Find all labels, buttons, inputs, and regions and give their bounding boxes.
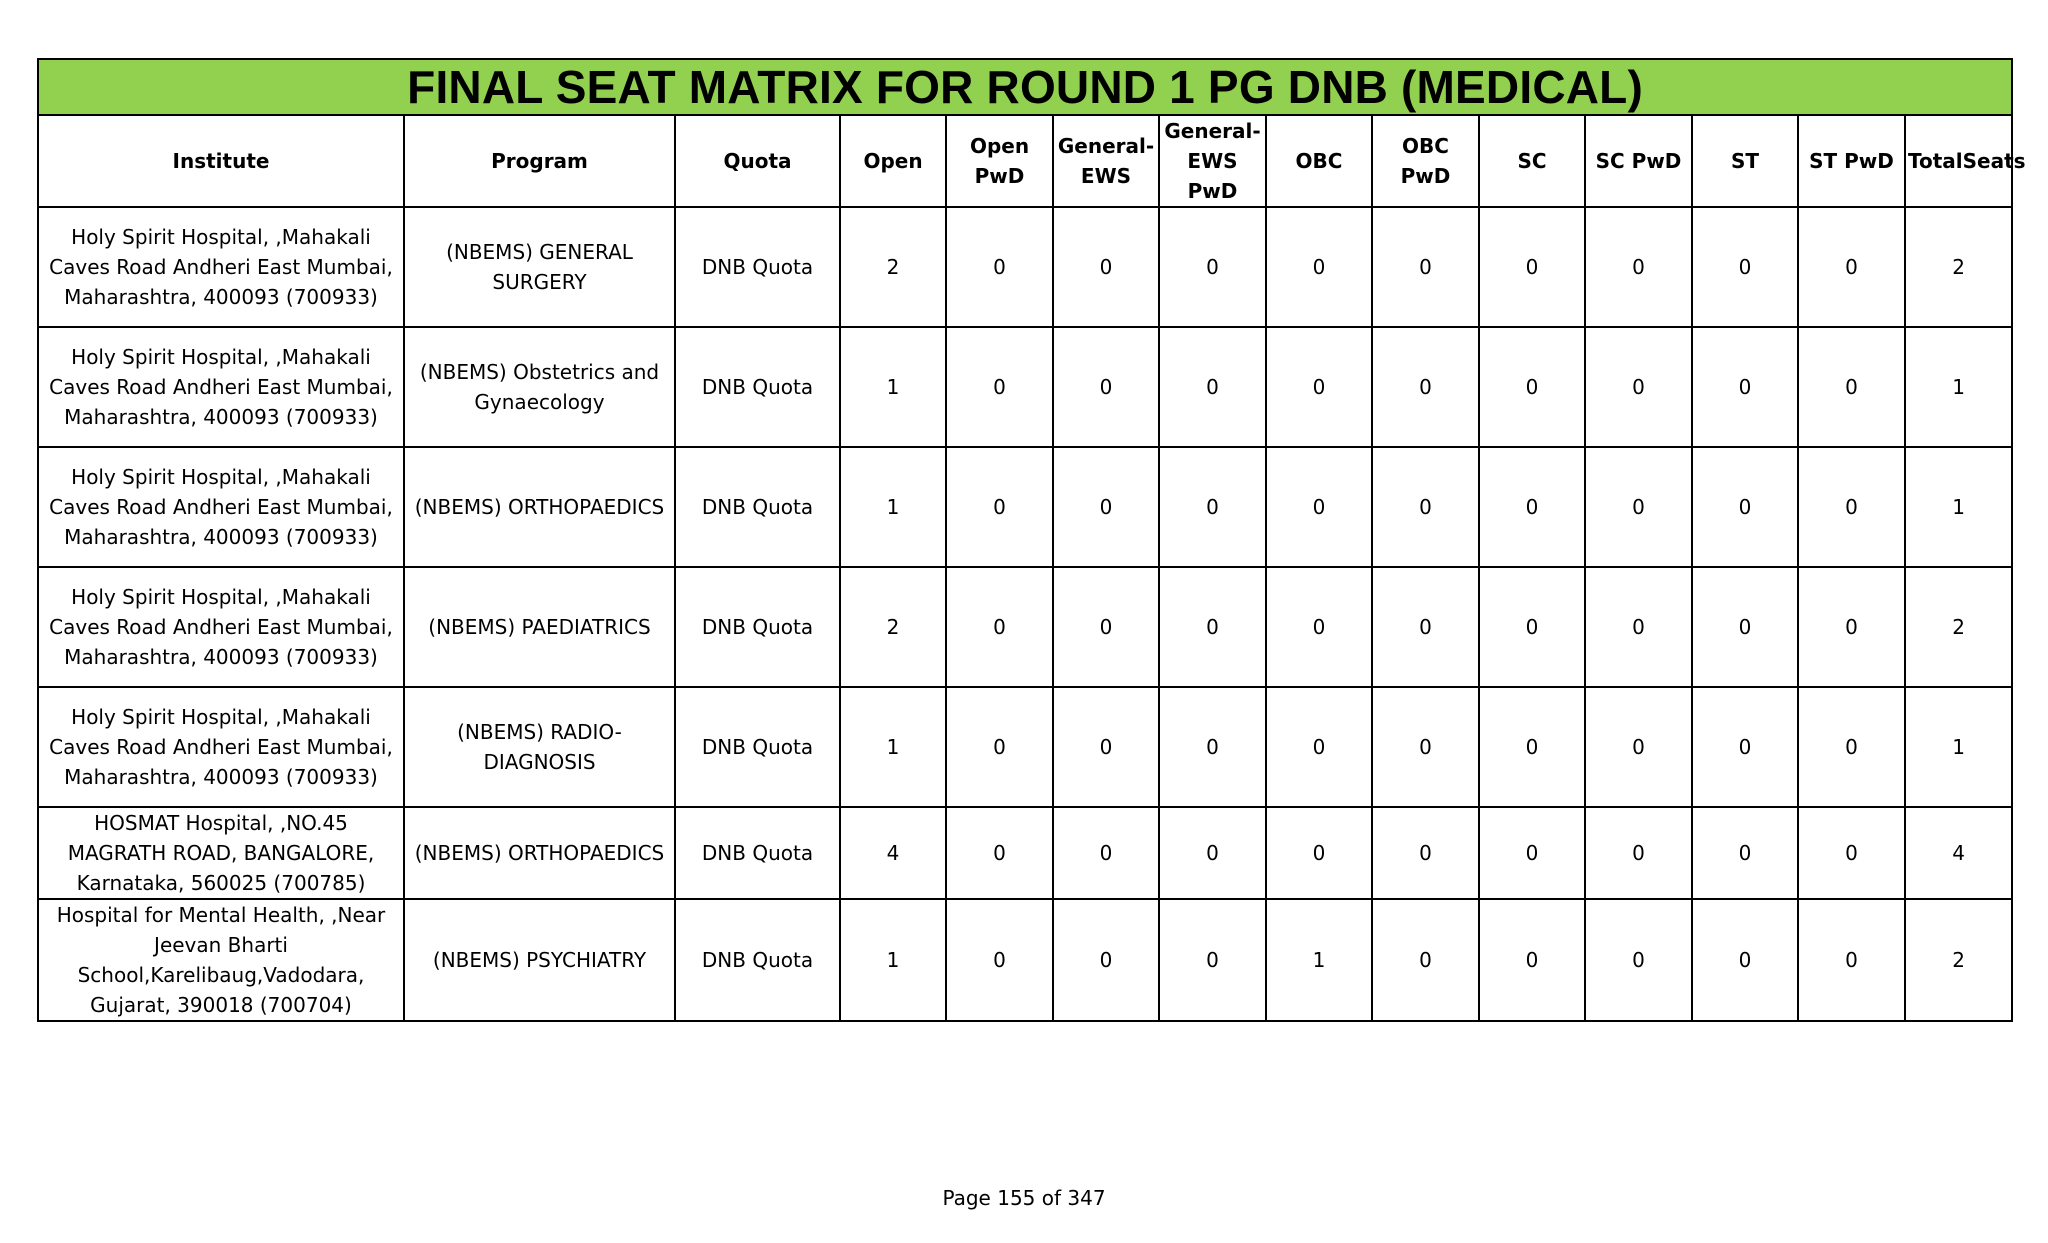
cell-open-pwd: 0 (946, 447, 1053, 567)
column-header-total-seats: TotalSeats (1905, 115, 2012, 207)
cell-quota: DNB Quota (675, 447, 840, 567)
seat-matrix-table (37, 58, 2026, 1022)
cell-obc: 0 (1266, 687, 1372, 807)
cell-open: 2 (840, 567, 946, 687)
cell-general-ews: 0 (1053, 327, 1159, 447)
cell-sc: 0 (1479, 807, 1585, 899)
cell-quota: DNB Quota (675, 807, 840, 899)
cell-open: 4 (840, 807, 946, 899)
cell-open: 1 (840, 327, 946, 447)
table-row (38, 899, 2012, 1021)
cell-obc: 0 (1266, 327, 1372, 447)
cell-open-pwd: 0 (946, 207, 1053, 327)
cell-st-pwd: 0 (1798, 807, 1905, 899)
column-header-program: Program (404, 115, 675, 207)
cell-program: (NBEMS) Obstetrics and Gynaecology (404, 327, 675, 447)
cell-general-ews: 0 (1053, 207, 1159, 327)
cell-sc-pwd: 0 (1585, 807, 1692, 899)
column-header-obc: OBC (1266, 115, 1372, 207)
cell-st-pwd: 0 (1798, 327, 1905, 447)
cell-institute: Holy Spirit Hospital, ,Mahakali Caves Road Andheri East Mumbai, Maharashtra, 400093 (700933) (38, 567, 404, 687)
cell-program: (NBEMS) PAEDIATRICS (404, 567, 675, 687)
cell-general-ews-pwd: 0 (1159, 899, 1266, 1021)
cell-sc: 0 (1479, 567, 1585, 687)
cell-open: 1 (840, 899, 946, 1021)
cell-st: 0 (1692, 327, 1798, 447)
cell-obc: 1 (1266, 899, 1372, 1021)
cell-general-ews: 0 (1053, 567, 1159, 687)
cell-general-ews-pwd: 0 (1159, 567, 1266, 687)
cell-open: 2 (840, 207, 946, 327)
cell-open: 1 (840, 687, 946, 807)
cell-general-ews: 0 (1053, 687, 1159, 807)
cell-obc-pwd: 0 (1372, 207, 1479, 327)
cell-sc-pwd: 0 (1585, 687, 1692, 807)
table-row (38, 807, 2012, 899)
cell-open: 1 (840, 447, 946, 567)
cell-obc-pwd: 0 (1372, 567, 1479, 687)
cell-total-seats: 1 (1905, 327, 2012, 447)
cell-st: 0 (1692, 207, 1798, 327)
column-header-sc: SC (1479, 115, 1585, 207)
table-row (38, 447, 2012, 567)
cell-obc: 0 (1266, 567, 1372, 687)
cell-general-ews-pwd: 0 (1159, 447, 1266, 567)
table-row (38, 687, 2012, 807)
cell-quota: DNB Quota (675, 899, 840, 1021)
column-header-institute: Institute (38, 115, 404, 207)
cell-st: 0 (1692, 687, 1798, 807)
cell-sc-pwd: 0 (1585, 567, 1692, 687)
cell-institute: Holy Spirit Hospital, ,Mahakali Caves Road Andheri East Mumbai, Maharashtra, 400093 (700933) (38, 447, 404, 567)
cell-sc-pwd: 0 (1585, 327, 1692, 447)
cell-obc-pwd: 0 (1372, 687, 1479, 807)
cell-st-pwd: 0 (1798, 447, 1905, 567)
cell-st: 0 (1692, 447, 1798, 567)
cell-program: (NBEMS) PSYCHIATRY (404, 899, 675, 1021)
cell-obc: 0 (1266, 447, 1372, 567)
cell-obc: 0 (1266, 207, 1372, 327)
cell-total-seats: 1 (1905, 447, 2012, 567)
column-header-quota: Quota (675, 115, 840, 207)
cell-total-seats: 2 (1905, 207, 2012, 327)
column-header-general-ews: General-EWS (1053, 115, 1159, 207)
cell-st: 0 (1692, 807, 1798, 899)
cell-quota: DNB Quota (675, 207, 840, 327)
cell-open-pwd: 0 (946, 327, 1053, 447)
cell-sc: 0 (1479, 207, 1585, 327)
cell-open-pwd: 0 (946, 687, 1053, 807)
cell-quota: DNB Quota (675, 327, 840, 447)
cell-program: (NBEMS) RADIO-DIAGNOSIS (404, 687, 675, 807)
cell-general-ews: 0 (1053, 899, 1159, 1021)
cell-st: 0 (1692, 899, 1798, 1021)
cell-general-ews: 0 (1053, 807, 1159, 899)
cell-total-seats: 1 (1905, 687, 2012, 807)
column-header-obc-pwd: OBC PwD (1372, 115, 1479, 207)
cell-general-ews-pwd: 0 (1159, 687, 1266, 807)
cell-institute: Holy Spirit Hospital, ,Mahakali Caves Road Andheri East Mumbai, Maharashtra, 400093 (700933) (38, 327, 404, 447)
table-row (38, 567, 2012, 687)
cell-institute: Hospital for Mental Health, ,Near Jeevan Bharti School,Karelibaug,Vadodara, Gujarat, 390018 (700704) (38, 899, 404, 1021)
column-header-general-ews-pwd: General-EWS PwD (1159, 115, 1266, 207)
cell-obc-pwd: 0 (1372, 807, 1479, 899)
cell-open-pwd: 0 (946, 899, 1053, 1021)
cell-obc-pwd: 0 (1372, 327, 1479, 447)
column-header-st-pwd: ST PwD (1798, 115, 1905, 207)
cell-general-ews: 0 (1053, 447, 1159, 567)
cell-program: (NBEMS) ORTHOPAEDICS (404, 807, 675, 899)
cell-st-pwd: 0 (1798, 899, 1905, 1021)
cell-general-ews-pwd: 0 (1159, 807, 1266, 899)
cell-sc: 0 (1479, 899, 1585, 1021)
cell-sc-pwd: 0 (1585, 447, 1692, 567)
cell-institute: HOSMAT Hospital, ,NO.45 MAGRATH ROAD, BANGALORE, Karnataka, 560025 (700785) (38, 807, 404, 899)
cell-total-seats: 2 (1905, 567, 2012, 687)
table-row (38, 327, 2012, 447)
table-title: FINAL SEAT MATRIX FOR ROUND 1 PG DNB (MEDICAL) (38, 59, 2012, 115)
column-header-sc-pwd: SC PwD (1585, 115, 1692, 207)
cell-program: (NBEMS) GENERAL SURGERY (404, 207, 675, 327)
column-header-open: Open (840, 115, 946, 207)
cell-sc: 0 (1479, 687, 1585, 807)
cell-program: (NBEMS) ORTHOPAEDICS (404, 447, 675, 567)
cell-quota: DNB Quota (675, 567, 840, 687)
table-row (38, 207, 2012, 327)
cell-open-pwd: 0 (946, 807, 1053, 899)
cell-st-pwd: 0 (1798, 687, 1905, 807)
cell-institute: Holy Spirit Hospital, ,Mahakali Caves Road Andheri East Mumbai, Maharashtra, 400093 (700933) (38, 687, 404, 807)
column-header-open-pwd: Open PwD (946, 115, 1053, 207)
cell-general-ews-pwd: 0 (1159, 327, 1266, 447)
cell-st-pwd: 0 (1798, 207, 1905, 327)
header-row (38, 115, 2012, 207)
cell-obc-pwd: 0 (1372, 899, 1479, 1021)
page-number: Page 155 of 347 (942, 1186, 1106, 1210)
cell-total-seats: 2 (1905, 899, 2012, 1021)
cell-obc: 0 (1266, 807, 1372, 899)
cell-obc-pwd: 0 (1372, 447, 1479, 567)
cell-quota: DNB Quota (675, 687, 840, 807)
cell-st: 0 (1692, 567, 1798, 687)
cell-general-ews-pwd: 0 (1159, 207, 1266, 327)
cell-st-pwd: 0 (1798, 567, 1905, 687)
cell-sc: 0 (1479, 447, 1585, 567)
column-header-st: ST (1692, 115, 1798, 207)
cell-sc: 0 (1479, 327, 1585, 447)
cell-sc-pwd: 0 (1585, 207, 1692, 327)
cell-sc-pwd: 0 (1585, 899, 1692, 1021)
cell-institute: Holy Spirit Hospital, ,Mahakali Caves Road Andheri East Mumbai, Maharashtra, 400093 (700933) (38, 207, 404, 327)
cell-open-pwd: 0 (946, 567, 1053, 687)
cell-total-seats: 4 (1905, 807, 2012, 899)
